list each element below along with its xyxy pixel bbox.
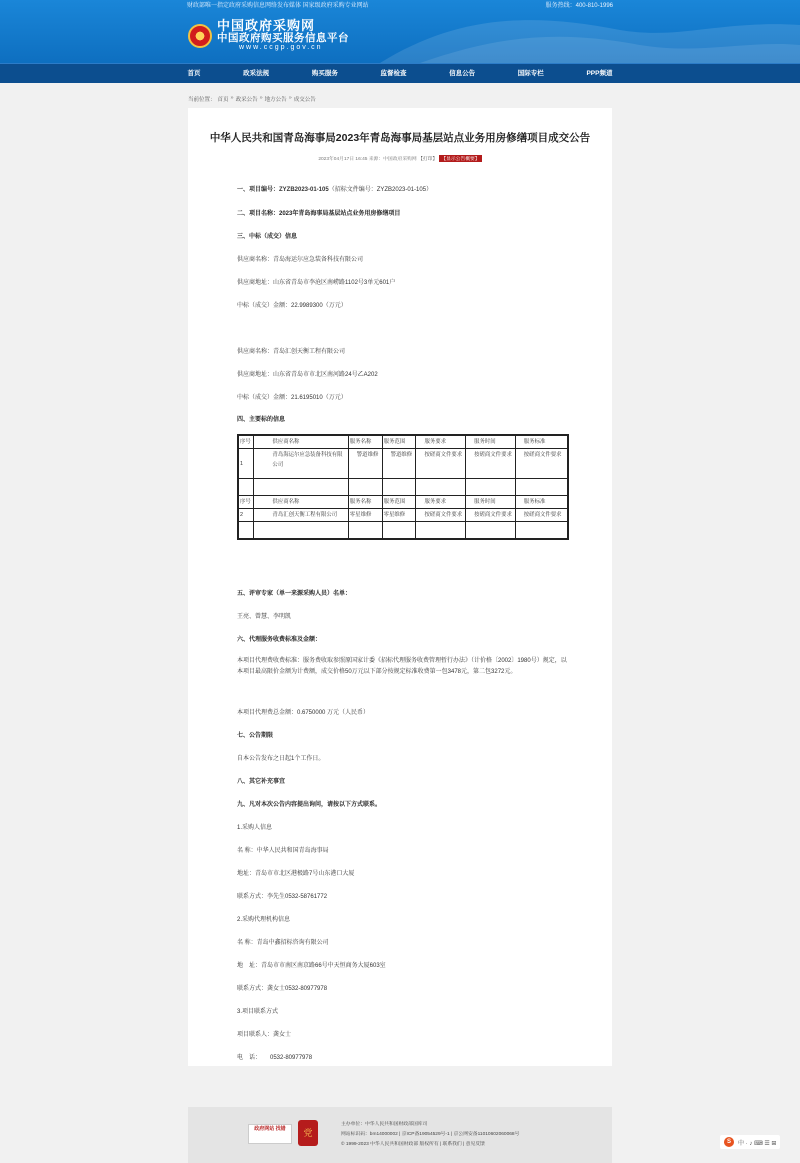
project-contact-phone: 电 话： 0532-80977978	[237, 1055, 313, 1061]
page-title: 中华人民共和国青岛海事局2023年青岛海事局基层站点业务用房修缮项目成交公告	[209, 132, 591, 144]
nav-item-home[interactable]: 首页	[187, 69, 201, 77]
table-cell: 服务名称	[348, 435, 382, 449]
site-header	[0, 0, 800, 63]
table-empty-row	[238, 479, 568, 496]
party-organization-badge[interactable]: 党	[298, 1120, 318, 1146]
main-nav	[0, 63, 800, 83]
site-footer	[188, 1107, 612, 1163]
nav-item-purchase-services[interactable]: 购买服务	[311, 69, 338, 77]
national-emblem-icon	[188, 24, 212, 48]
agency-name: 名 称：青岛中鑫招标咨询有限公司	[237, 940, 329, 946]
ime-toolbar-buttons[interactable]: 中 · ♪ ⌨ ☰ ⊞	[738, 1140, 777, 1147]
publish-info: 2023年04月17日 16:45 来源：中国政府采购网	[318, 157, 419, 162]
footer-registration: 网站标识码：bm14000002 | 京ICP备19054529号-1 | 京公网安备11010602060068号	[341, 1132, 520, 1137]
supplier1-address: 供应商地址：山东省青岛市李沧区南崂路1102号3单元601户	[237, 280, 396, 286]
subject-table	[237, 434, 569, 540]
service-hotline: 服务热线：400-810-1996	[545, 3, 613, 9]
logo-title: 中国政府采购网	[217, 18, 316, 33]
section-main-subject: 四、主要标的信息	[237, 417, 286, 423]
breadcrumb-separator: »	[230, 95, 234, 101]
table-cell: 2	[238, 509, 254, 522]
section-agency-fee: 六、代理服务收费标准及金额：	[237, 637, 322, 643]
table-cell: 服务标准	[515, 496, 568, 509]
logo-subtitle: 中国政府购买服务信息平台	[217, 32, 349, 44]
breadcrumb-current[interactable]: 成交公告	[293, 97, 316, 103]
table-cell: 零星维修	[382, 509, 416, 522]
supplier2-name: 供应商名称：青岛汇创天衡工程有限公司	[237, 349, 346, 355]
nav-item-announcements[interactable]: 信息公告	[449, 69, 476, 77]
table-cell: 青岛汇创天衡工程有限公司	[254, 509, 348, 522]
ime-toolbar[interactable]	[720, 1135, 780, 1149]
table-cell: 青岛海运尔应急装备科技有限公司	[254, 449, 348, 479]
project-number	[237, 184, 432, 193]
table-cell: 服务时间	[466, 496, 516, 509]
section-other: 八、其它补充事宜	[237, 779, 286, 785]
project-contact-heading: 3.项目联系方式	[237, 1009, 279, 1015]
table-cell: 服务名称	[348, 496, 382, 509]
table-cell: 按磋商文件要求	[515, 449, 568, 479]
section-period: 七、公告期限	[237, 733, 274, 739]
article-meta	[188, 155, 612, 162]
buyer-address: 地址：青岛市市北区港极路7号山东港口大厦	[237, 871, 355, 877]
agency-info-heading: 2.采购代理机构信息	[237, 917, 291, 923]
supplier2-address: 供应商地址：山东省青岛市市北区南河路24号乙A202	[237, 372, 378, 378]
section-award-info: 三、中标（成交）信息	[237, 234, 298, 240]
table-cell: 服务要求	[416, 496, 466, 509]
nav-item-ppp[interactable]: PPP频道	[586, 69, 613, 77]
project-number-label: 一、项目编号：ZYZB2023-01-105	[237, 187, 329, 193]
table-cell: 序号	[238, 496, 254, 509]
table-cell: 供应商名称	[254, 435, 348, 449]
table-cell: 零星维修	[348, 509, 382, 522]
agency-contact: 联系方式：龚女士0532-80977978	[237, 986, 328, 992]
supplier2-amount: 中标（成交）金额：21.6195010（万元）	[237, 395, 347, 401]
breadcrumb-home[interactable]: 首页	[217, 97, 229, 103]
table-cell: 按磋商文件要求	[416, 449, 466, 479]
table-cell: 按磋商文件要求	[466, 509, 516, 522]
supplier1-name: 供应商名称：青岛海运尔应急装备科技有限公司	[237, 257, 364, 263]
fee-total: 本项目代理费总金额：0.6750000 万元（人民币）	[237, 710, 370, 716]
breadcrumb-prefix: 当前位置：	[188, 97, 216, 103]
table-cell: 服务要求	[416, 435, 466, 449]
show-summary-button[interactable]: 【显示公告概要】	[441, 157, 480, 162]
sogou-ime-icon[interactable]: S	[724, 1137, 734, 1147]
project-name: 二、项目名称：2023年青岛海事局基层站点业务用房修缮项目	[237, 211, 401, 217]
table-row	[238, 449, 568, 479]
table-cell: 服务标准	[515, 435, 568, 449]
breadcrumb-separator: »	[259, 95, 263, 101]
table-cell: 警道维修	[348, 449, 382, 479]
period-text: 自本公告发布之日起1个工作日。	[237, 756, 325, 762]
section-experts: 五、评审专家（单一来源采购人员）名单：	[237, 591, 352, 597]
buyer-contact: 联系方式：李先生0532-58761772	[237, 894, 328, 900]
buyer-name: 名 称：中华人民共和国青岛海事局	[237, 848, 329, 854]
breadcrumb-local[interactable]: 地方公告	[264, 97, 287, 103]
footer-sponsor: 主办单位：中华人民共和国财政部国库司	[341, 1122, 428, 1127]
fee-description: 本项目代理费收费标准：服务费收取参照原国家计委《招标代理服务收费管理暂行办法》（计价格〔2002〕1980号）规定，以本项目最高限价金额为计费额，成交价格50万元以下部分按规定标准收费第一包3478元，第二包3272元。	[237, 658, 567, 675]
table-cell: 服务范围	[382, 435, 416, 449]
site-logo[interactable]	[188, 19, 349, 52]
table-cell: 按磋商文件要求	[466, 449, 516, 479]
table-empty-row	[238, 522, 568, 539]
section-contact: 九、凡对本次公告内容提出询问，请按以下方式联系。	[237, 802, 382, 808]
table-cell: 服务范围	[382, 496, 416, 509]
table-cell: 供应商名称	[254, 496, 348, 509]
article-container	[188, 108, 612, 1066]
table-cell: 服务时间	[466, 435, 516, 449]
breadcrumb-separator: »	[288, 95, 292, 101]
table-header-row	[238, 496, 568, 509]
table-cell: 序号	[238, 435, 254, 449]
table-cell: 按磋商文件要求	[416, 509, 466, 522]
breadcrumb	[188, 95, 316, 103]
table-cell: 按磋商文件要求	[515, 509, 568, 522]
tender-file-number: （招标文件编号：ZYZB2023-01-105）	[328, 187, 433, 193]
buyer-info-heading: 1.采购人信息	[237, 825, 273, 831]
table-cell: 1	[238, 449, 254, 479]
gov-site-error-finder-badge[interactable]: 政府网站 找错	[248, 1124, 292, 1144]
logo-url: www.ccgp.gov.cn	[239, 44, 323, 51]
table-header-row	[238, 435, 568, 449]
experts-list: 王亮、曾慧、李明凯	[237, 614, 292, 620]
nav-item-international[interactable]: 国际专栏	[517, 69, 544, 77]
breadcrumb-announcements[interactable]: 政采公告	[235, 97, 258, 103]
supplier1-amount: 中标（成交）金额：22.9989300（万元）	[237, 303, 347, 309]
top-bar-slogan: 财政部唯一指定政府采购信息网络发布媒体 国家级政府采购专业网站	[187, 3, 369, 9]
nav-item-supervision[interactable]: 监督检查	[380, 69, 407, 77]
agency-address: 地 址：青岛市市南区南京路66号中天恒商务大厦603室	[237, 963, 386, 969]
table-row	[238, 509, 568, 522]
nav-item-regulations[interactable]: 政采法规	[243, 69, 270, 77]
banner-background	[0, 0, 800, 63]
print-link[interactable]: 【打印】	[418, 157, 438, 162]
footer-copyright: © 1999-2023 中华人民共和国财政部 版权所有 | 联系我们 | 意见反馈	[341, 1142, 485, 1147]
project-contact-person: 项目联系人：龚女士	[237, 1032, 292, 1038]
table-cell: 警道维修	[382, 449, 416, 479]
